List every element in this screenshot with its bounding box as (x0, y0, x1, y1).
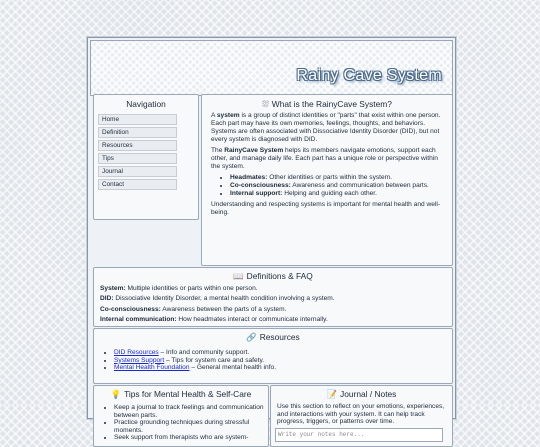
definition-term: Co-consciousness: (100, 305, 161, 313)
definition-term: DID: (100, 295, 114, 303)
definition-term: System: (100, 285, 126, 292)
definition-text: Dissociative Identity Disorder, a mental health condition involving a system. (113, 295, 335, 303)
about-heading (202, 99, 452, 110)
definition-text: Multiple identities or parts within one person. (125, 285, 258, 292)
tips-heading (94, 389, 268, 400)
nav-item-home[interactable]: Home (98, 114, 177, 125)
tips-section (93, 385, 269, 447)
did-resources-link[interactable]: DID Resources (114, 349, 159, 356)
resources-list (94, 349, 452, 372)
link-icon: 🔗 (246, 332, 257, 342)
lightbulb-icon: 💡 (110, 389, 122, 399)
list-item: • Practice grounding techniques during stressful moments. (114, 419, 268, 434)
journal-description: Use this section to reflect on your emotions, experiences, and interactions with your system. It can help track progress, triggers, or patterns over time. (277, 403, 445, 426)
definition-row (100, 315, 446, 325)
about-bullets (211, 174, 442, 197)
list-item: • Seek support from therapists who are system- (114, 434, 268, 442)
nav-item-journal[interactable]: Journal (98, 166, 177, 177)
resources-title: Resources (259, 332, 300, 342)
journal-heading (271, 389, 452, 400)
text-fragment: helps its members navigate emotions, support each other, and manage daily life. Each part has a unique role or perspective within the system. (211, 147, 438, 170)
nav-item-tips[interactable]: Tips (98, 153, 177, 164)
journal-title: Journal / Notes (340, 389, 397, 399)
bullet-term: Internal support: (230, 189, 283, 197)
bullet-text: Awareness and communication between parts. (290, 181, 429, 189)
list-item (114, 349, 452, 357)
mental-health-foundation-link[interactable]: Mental Health Foundation (114, 364, 190, 372)
notes-textarea[interactable] (275, 428, 443, 442)
text-fragment: The (211, 147, 225, 154)
list-item: • Keep a journal to track feelings and communication between parts. (114, 404, 268, 419)
notepad-icon: 📝 (326, 389, 338, 399)
list-item (114, 357, 452, 365)
resources-section (93, 328, 453, 384)
text-fragment: is a group of distinct identities or "parts" that exist within one person. Each part may have its own memories, feelings, thoughts, and behaviors. Systems are often associated with Dissociative Identity Disorder (DID), but not every system is diagnosed with DID. (211, 112, 441, 143)
resource-description: – Info and community support. (158, 349, 250, 356)
list-item (230, 190, 442, 198)
definitions-heading (94, 271, 452, 282)
resources-heading (94, 332, 452, 343)
tips-list (94, 404, 268, 442)
about-section (201, 94, 453, 266)
bullet-term: Co-consciousness: (230, 181, 291, 189)
definition-text: How headmates interact or communicate internally. (176, 316, 328, 324)
term-system: system (216, 112, 240, 119)
term-rainycave: RainyCave System (224, 147, 284, 154)
nav-item-contact[interactable]: Contact (98, 179, 177, 190)
nav-item-definition[interactable]: Definition (98, 127, 177, 138)
definition-text: Awareness between the parts of a system. (160, 305, 287, 313)
definition-row (100, 284, 446, 294)
nav-list (98, 114, 198, 190)
bullet-text: Helping and guiding each other. (282, 189, 377, 197)
cloud-rain-icon: ⛆ (262, 99, 269, 109)
bullet-text: Other identities or parts within the system. (267, 174, 392, 181)
definitions-section (93, 267, 453, 327)
list-item (114, 364, 452, 372)
list-item (230, 174, 442, 182)
nav-item-resources[interactable]: Resources (98, 140, 177, 151)
book-icon: 📖 (233, 271, 244, 281)
systems-support-link[interactable]: Systems Support (114, 356, 165, 364)
definitions-title: Definitions & FAQ (246, 271, 313, 281)
about-title: What is the RainyCave System? (271, 99, 392, 109)
navigation-panel (93, 94, 199, 220)
definition-row (100, 305, 446, 315)
definition-term: Internal communication: (100, 316, 177, 324)
about-closing: Understanding and respecting systems is important for mental health and well-being. (211, 201, 441, 217)
about-paragraph-2 (211, 147, 442, 171)
text-fragment: A (211, 112, 217, 119)
site-header (90, 40, 453, 96)
about-paragraph-1 (211, 112, 442, 144)
list-item (230, 182, 442, 190)
resource-description: – Tips for system care and safety. (164, 356, 265, 364)
site-title: Rainy Cave System (296, 67, 442, 84)
definition-row (100, 294, 446, 304)
page-container (87, 37, 456, 442)
journal-section (270, 385, 453, 447)
bullet-term: Headmates: (230, 174, 268, 181)
tips-title: Tips for Mental Health & Self-Care (124, 389, 252, 399)
resource-description: – General mental health info. (189, 364, 277, 372)
navigation-heading: Navigation (126, 99, 166, 109)
